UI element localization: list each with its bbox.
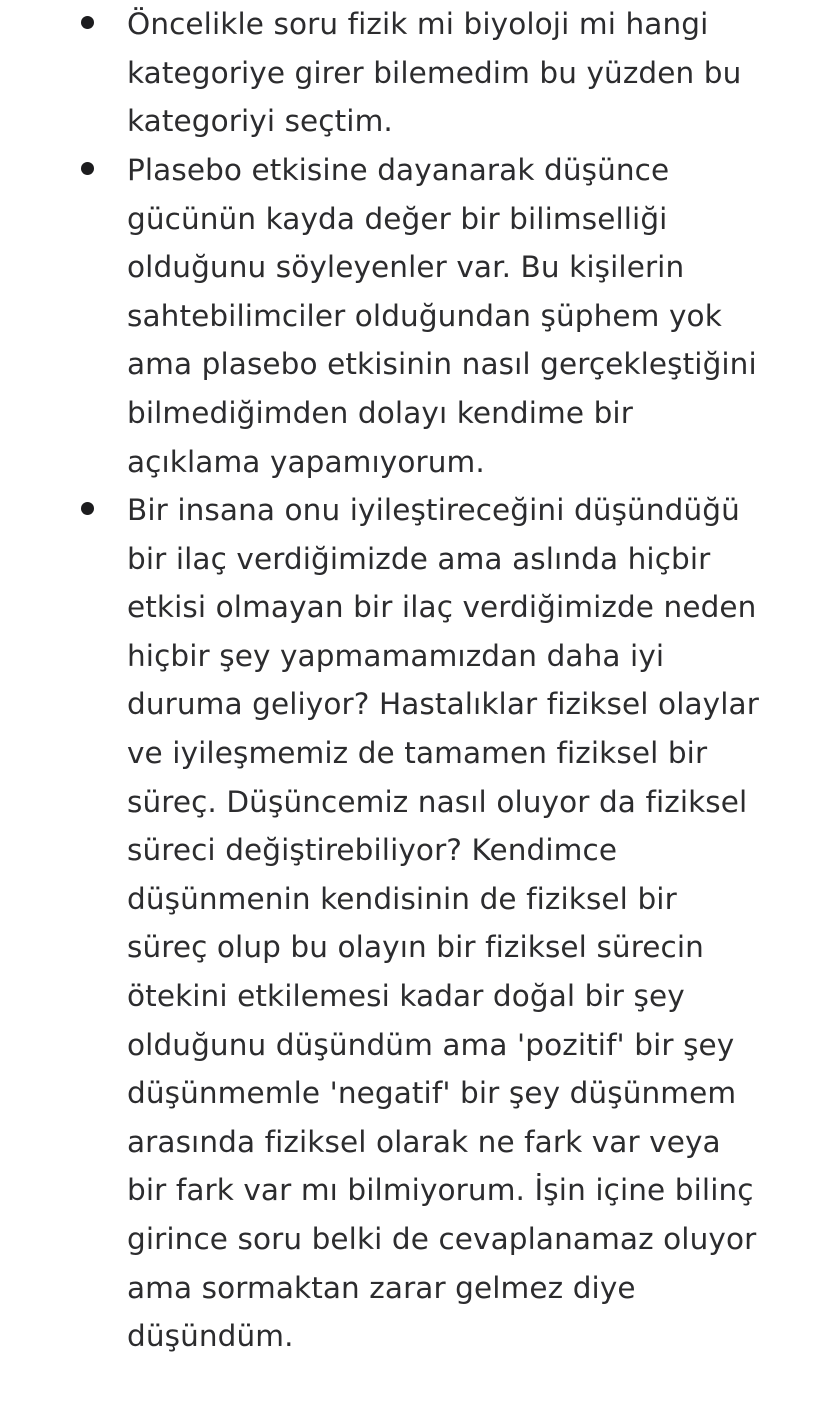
text-line: gücünün kayda değer bir bilimselliği xyxy=(127,201,668,236)
text-line: bir ilaç verdiğimizde ama aslında hiçbir xyxy=(127,541,711,576)
text-line: bilmediğimden dolayı kendime bir xyxy=(127,395,633,430)
bullet-icon xyxy=(81,16,94,29)
text-line: olduğunu düşündüm ama 'pozitif' bir şey xyxy=(127,1027,735,1062)
text-line: sahtebilimciler olduğundan şüphem yok xyxy=(127,298,722,333)
text-line: Bir insana onu iyileştireceğini düşündüğü xyxy=(127,493,740,527)
text-line: girince soru belki de cevaplanamaz oluyor xyxy=(127,1221,757,1256)
text-line: düşünmemle 'negatif' bir şey düşünmem xyxy=(127,1076,737,1111)
text-line: Öncelikle soru fizik mi biyoloji mi hangi xyxy=(127,7,709,41)
text-line: düşünmenin kendisinin de fiziksel bir xyxy=(127,881,677,916)
text-line: arasında fiziksel olarak ne fark var veya xyxy=(127,1124,721,1159)
text-line: açıklama yapamıyorum. xyxy=(127,444,485,479)
text-line: bir fark var mı bilmiyorum. İşin içine bilinç xyxy=(127,1173,754,1208)
list-item xyxy=(0,146,797,486)
text-line: etkisi olmayan bir ilaç verdiğimizde neden xyxy=(127,590,757,625)
text-line: ve iyileşmemiz de tamamen fiziksel bir xyxy=(127,735,708,770)
text-line: düşündüm. xyxy=(127,1319,294,1354)
text-line: ama plasebo etkisinin nasıl gerçekleştiğini xyxy=(127,347,757,382)
text-line: süreç. Düşüncemiz nasıl oluyor da fiziksel xyxy=(127,784,748,819)
bullet-icon xyxy=(81,162,94,175)
text-line: hiçbir şey yapmamamızdan daha iyi xyxy=(127,638,665,673)
text-line: ötekini etkilemesi kadar doğal bir şey xyxy=(127,978,685,1013)
text-line: olduğunu söyleyenler var. Bu kişilerin xyxy=(127,250,685,285)
text-line: Plasebo etkisine dayanarak düşünce xyxy=(127,153,670,187)
text-line: duruma geliyor? Hastalıklar fiziksel olaylar xyxy=(127,687,759,722)
list-item xyxy=(0,0,781,146)
list-item xyxy=(0,486,799,1361)
text-line: kategoriyi seçtim. xyxy=(127,104,393,139)
bullet-icon xyxy=(81,502,94,515)
text-line: kategoriye girer bilemedim bu yüzden bu xyxy=(127,55,742,90)
text-line: ama sormaktan zarar gelmez diye xyxy=(127,1270,636,1305)
text-line: süreci değiştirebiliyor? Kendimce xyxy=(127,833,618,868)
text-line: süreç olup bu olayın bir fiziksel sürecin xyxy=(127,930,704,965)
